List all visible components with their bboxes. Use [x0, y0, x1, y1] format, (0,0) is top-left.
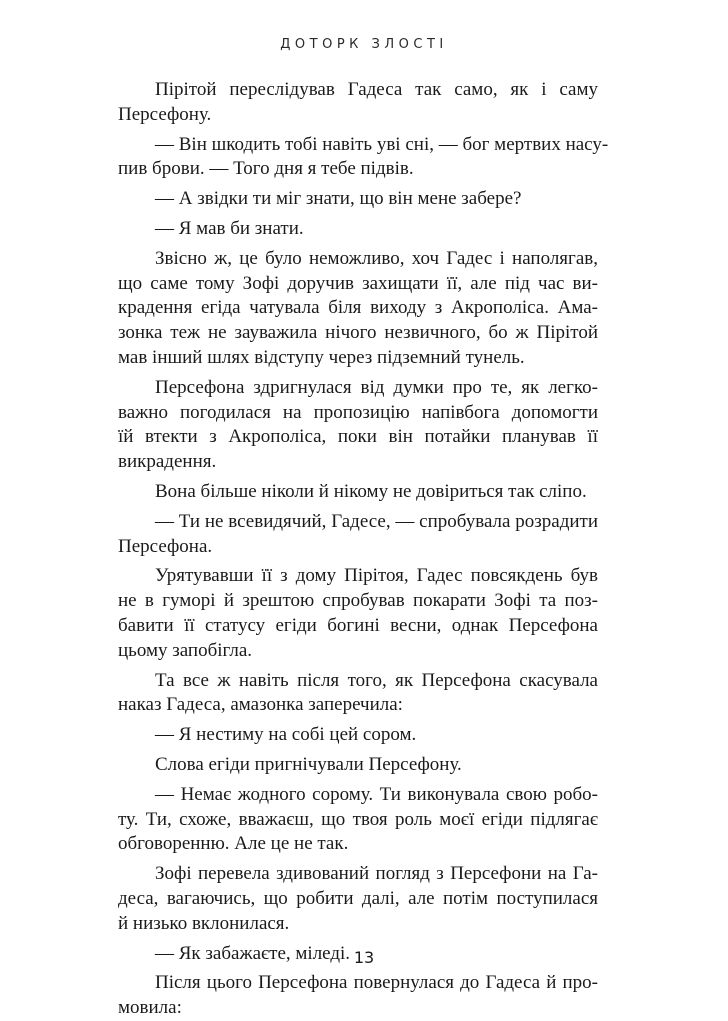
text-line: крадення егіда чатувала біля виходу з Акрополіса. Ама-: [118, 297, 598, 319]
text-line: — Ти не всевидячий, Гадесе, — спробувала розрадити: [155, 510, 598, 532]
text-line: наказ Гадеса, амазонка заперечила:: [118, 694, 403, 716]
text-line: — Як забажаєте, міледі.: [155, 942, 351, 964]
running-head: ДОТОРК ЗЛОСТІ: [280, 37, 448, 52]
text-line: не в гуморі й зрештою спробував покарати Зофі та поз-: [118, 590, 598, 612]
text-line: Персефона.: [118, 535, 213, 557]
text-line: Зофі перевела здивований погляд з Персефони на Га-: [155, 863, 598, 885]
page-number: 13: [353, 948, 375, 967]
text-line: обговоренню. Але це не так.: [118, 833, 349, 855]
text-line: Слова егіди пригнічували Персефону.: [155, 753, 462, 775]
body-text: [118, 78, 609, 1021]
text-line: деса, вагаючись, що робити далі, але потім поступилася: [118, 887, 598, 909]
text-line: Вона більше ніколи й нікому не довіриться так сліпо.: [155, 480, 587, 502]
text-line: Після цього Персефона повернулася до Гадеса й про-: [155, 972, 598, 994]
text-line: важно погодилася на пропозицію напівбога допомогти: [118, 401, 598, 423]
text-line: Та все ж навіть після того, як Персефона скасувала: [155, 669, 598, 691]
text-line: мовила:: [118, 997, 182, 1019]
text-line: бавити її статусу егіди богині весни, однак Персефона: [118, 614, 598, 636]
text-line: мав інший шлях відступу через підземний тунель.: [118, 346, 525, 368]
text-line: й низько вклонилася.: [118, 912, 290, 934]
text-line: цьому запобігла.: [118, 639, 253, 661]
text-line: — А звідки ти міг знати, що він мене забере?: [155, 188, 522, 210]
text-line: — Немає жодного сорому. Ти виконувала свою робо-: [155, 783, 598, 805]
text-line: — Він шкодить тобі навіть уві сні, — бог мертвих насу-: [155, 133, 609, 155]
text-line: ту. Ти, схоже, вважаєш, що твоя роль моєї егіди підлягає: [118, 808, 598, 830]
text-line: викрадення.: [118, 451, 217, 473]
text-line: Звісно ж, це було неможливо, хоч Гадес і наполягав,: [155, 247, 598, 269]
text-line: зонка теж не зауважила нічого незвичного, бо ж Пірітой: [118, 322, 598, 344]
text-line: пив брови. — Того дня я тебе підвів.: [118, 158, 414, 180]
text-line: Урятувавши її з дому Пірітоя, Гадес повсякдень був: [155, 565, 598, 587]
text-line: Персефону.: [118, 103, 212, 125]
text-line: їй втекти з Акрополіса, поки він потайки планував її: [118, 426, 598, 448]
text-line: що саме тому Зофі доручив захищати її, але під час ви-: [118, 272, 598, 294]
text-line: Персефона здригнулася від думки про те, як легко-: [155, 376, 598, 398]
text-line: Пірітой переслідував Гадеса так само, як і саму: [155, 79, 598, 100]
text-line: — Я нестиму на собі цей сором.: [155, 724, 417, 746]
text-line: — Я мав би знати.: [155, 217, 304, 239]
